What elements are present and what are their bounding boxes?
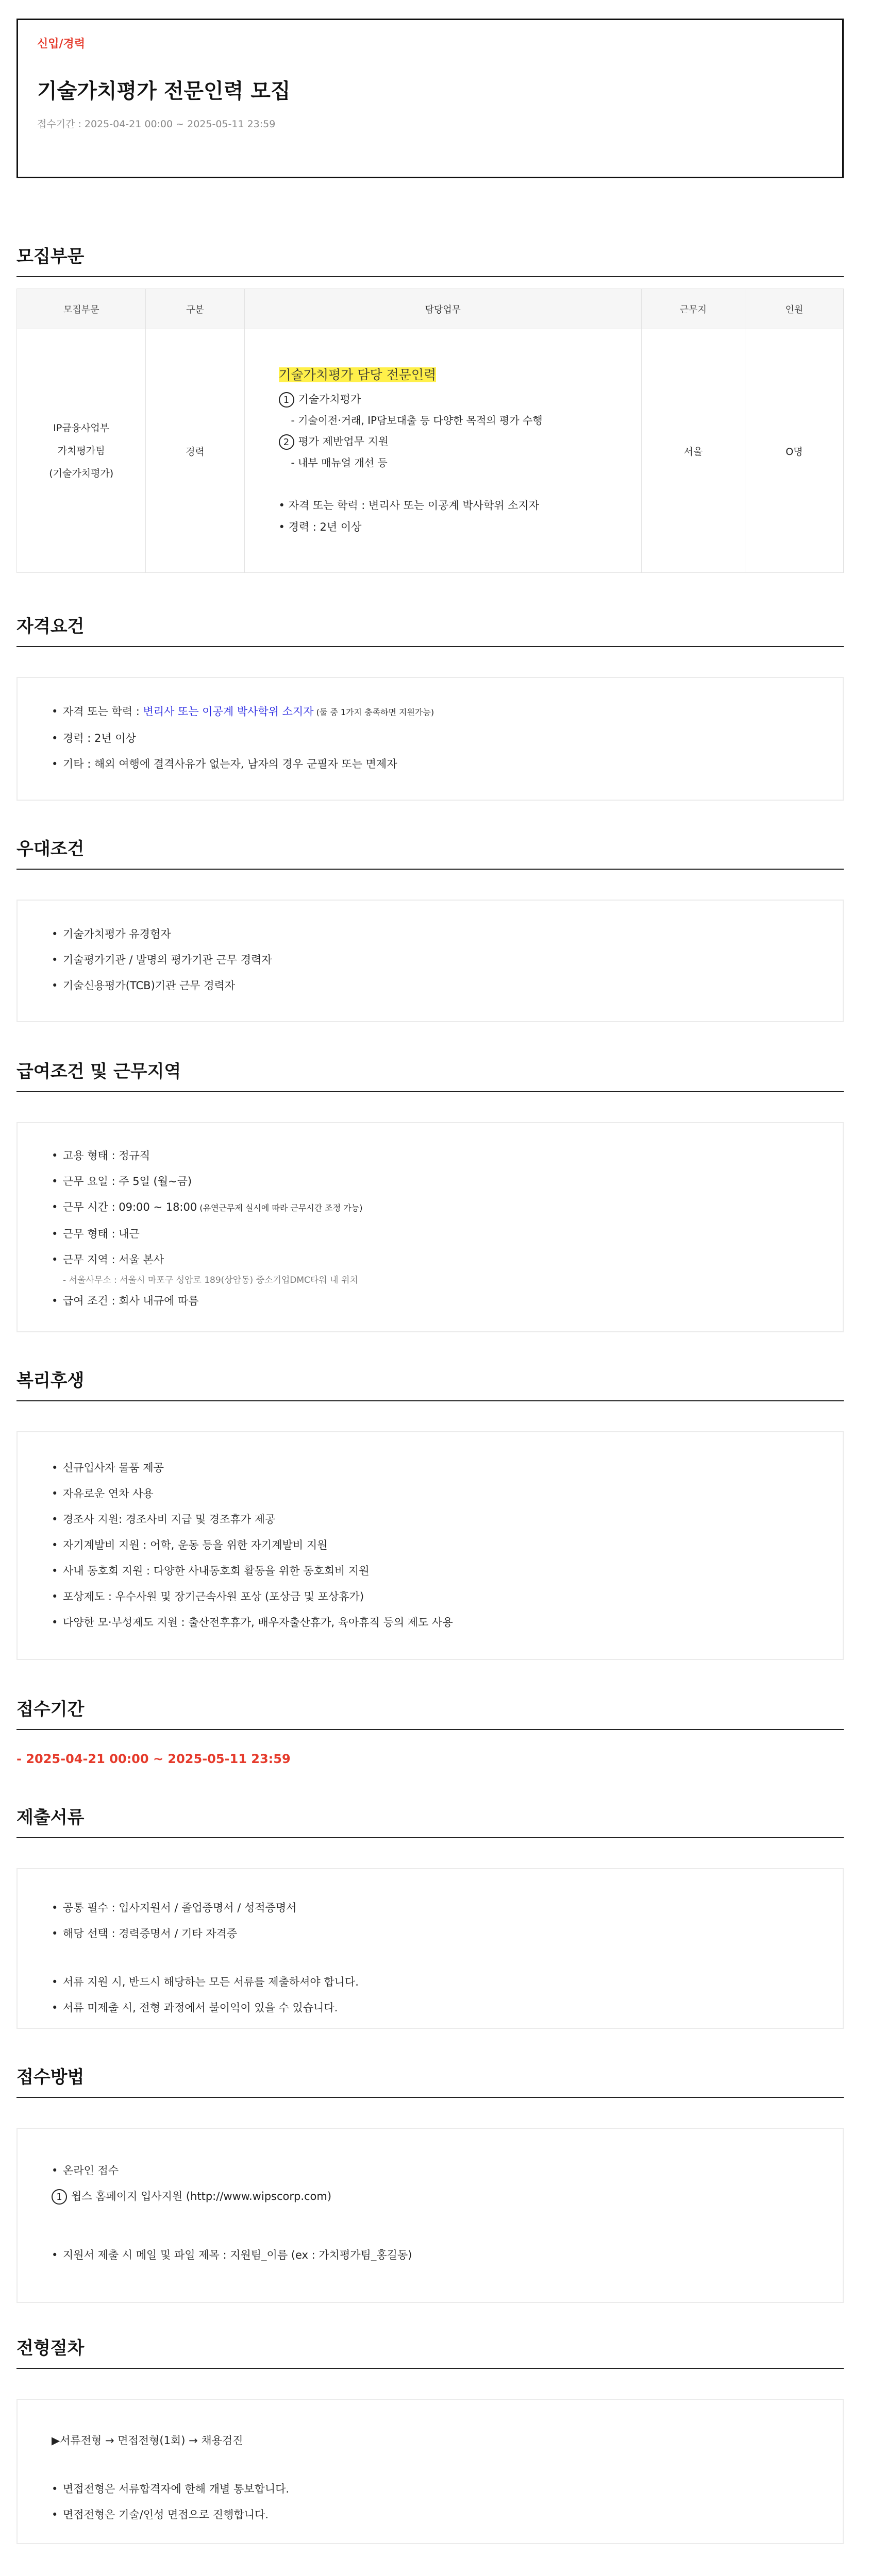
section-divider: [16, 2368, 844, 2369]
list-item: • 사내 동호회 지원 : 다양한 사내동호회 활동을 위한 동호회비 지원: [52, 1558, 843, 1584]
list-item: • 기술가치평가 유경험자: [52, 921, 843, 947]
list-item: • 경조사 지원: 경조사비 지급 및 경조휴가 제공: [52, 1506, 843, 1532]
list-item: • 근무 요일 : 주 5일 (월~금): [52, 1168, 843, 1194]
circled-number-icon: 2: [279, 434, 294, 450]
list-item: • 서류 미제출 시, 전형 과정에서 불이익이 있을 수 있습니다.: [52, 1995, 843, 2021]
job-category: 신입/경력: [37, 38, 86, 50]
section-divider: [16, 646, 844, 647]
column-header: 모집부문: [17, 289, 146, 329]
documents-box: [16, 1868, 844, 2029]
section-divider: [16, 2097, 844, 2098]
list-item: • 온라인 접수: [52, 2158, 843, 2183]
process-flow: ▶서류전형 → 면접전형(1회) → 채용검진: [52, 2434, 243, 2447]
list-item: • 근무 지역 : 서울 본사: [52, 1247, 843, 1273]
duty-requirement: 경력 : 2년 이상: [288, 520, 362, 533]
dept-line: (기술가치평가): [49, 468, 114, 479]
qualification-label: 자격 또는 학력 :: [63, 705, 143, 718]
qualification-box: [16, 677, 844, 801]
list-item: • 공통 필수 : 입사지원서 / 졸업증명서 / 성적증명서: [52, 1895, 843, 1921]
section-title-preference: 우대조건: [16, 839, 85, 859]
table-row: [17, 329, 844, 573]
method-box: [16, 2128, 844, 2303]
section-title-method: 접수방법: [16, 2067, 85, 2088]
type-cell: 경력: [146, 329, 244, 573]
process-box: [16, 2399, 844, 2544]
list-item: • 기술평가기관 / 발명의 평가기관 근무 경력자: [52, 947, 843, 973]
duty-sub-item: - 내부 매뉴얼 개선 등: [291, 456, 388, 469]
column-header: 구분: [146, 289, 244, 329]
duty-cell: 기술가치평가 담당 전문인력 1 기술가치평가 - 기술이전·거래, IP담보대출 등 다양한 목적의 평가 수행 2 평가 제반업무 지원 - 내부 매뉴얼 개선 등 • 자격 또는 학력 : 변리사 또는 이공계 박사학위 소지자 • 경력 : 2년 이상: [244, 329, 642, 573]
duty-highlight: 기술가치평가 담당 전문인력: [278, 367, 437, 382]
list-item: • 해당 선택 : 경력증명서 / 기타 자격증: [52, 1921, 843, 1946]
list-item: • 자유로운 연차 사용: [52, 1481, 843, 1506]
headcount-cell: O명: [745, 329, 843, 573]
section-title-period: 접수기간: [16, 1699, 85, 1720]
preference-box: [16, 900, 844, 1022]
qualification-note: (둘 중 1가지 충족하면 지원가능): [313, 707, 434, 717]
homepage-apply-text: 윕스 홈페이지 입사지원 (http://www.wipscorp.com): [71, 2190, 332, 2202]
section-title-salary: 급여조건 및 근무지역: [16, 1061, 181, 1082]
work-hours-note: (유연근무제 실시에 따라 근무시간 조정 가능): [197, 1203, 363, 1213]
list-item: • 고용 형태 : 정규직: [52, 1143, 843, 1168]
column-header: 인원: [745, 289, 843, 329]
office-address-note: - 서울사무소 : 서울시 마포구 성암로 189(상암동) 중소기업DMC타워 내 위치: [63, 1275, 358, 1285]
list-item: • 급여 조건 : 회사 내규에 따름: [52, 1288, 843, 1314]
list-item: • 신규입사자 물품 제공: [52, 1455, 843, 1481]
column-header: 근무지: [642, 289, 745, 329]
list-item: • 포상제도 : 우수사원 및 장기근속사원 포상 (포상금 및 포상휴가): [52, 1584, 843, 1609]
section-title-qualification: 자격요건: [16, 616, 85, 637]
section-divider: [16, 869, 844, 870]
list-item: • 면접전형은 서류합격자에 한해 개별 통보합니다.: [52, 2476, 843, 2502]
list-item: • 경력 : 2년 이상: [52, 725, 843, 751]
work-hours: 근무 시간 : 09:00 ~ 18:00: [63, 1201, 197, 1213]
list-item: • 기술신용평가(TCB)기관 근무 경력자: [52, 973, 843, 998]
section-title-welfare: 복리후생: [16, 1370, 85, 1391]
list-item: • 자기계발비 지원 : 어학, 운동 등을 위한 자기계발비 지원: [52, 1532, 843, 1558]
section-divider: [16, 1729, 844, 1730]
section-divider: [16, 276, 844, 277]
section-divider: [16, 1091, 844, 1092]
list-item: • 지원서 제출 시 메일 및 파일 제목 : 지원팀_이름 (ex : 가치평가팀_홍길동): [52, 2242, 843, 2268]
table-header-row: [17, 289, 844, 329]
dept-line: IP금융사업부: [53, 422, 110, 434]
column-header: 담당업무: [244, 289, 642, 329]
dept-line: 가치평가팀: [57, 445, 105, 456]
duty-item: 기술가치평가: [298, 393, 361, 405]
welfare-box: [16, 1431, 844, 1660]
dept-cell: [17, 329, 146, 573]
section-title-documents: 제출서류: [16, 1807, 85, 1828]
list-item: • 다양한 모·부성제도 지원 : 출산전후휴가, 배우자출산휴가, 육아휴직 등의 제도 사용: [52, 1609, 843, 1635]
list-item: [52, 1194, 843, 1221]
salary-box: [16, 1122, 844, 1332]
list-item: • 면접전형은 기술/인성 면접으로 진행합니다.: [52, 2502, 843, 2528]
duty-item: 평가 제반업무 지원: [298, 435, 389, 448]
section-divider: [16, 1837, 844, 1838]
list-item: • 서류 지원 시, 반드시 해당하는 모든 서류를 제출하셔야 합니다.: [52, 1969, 843, 1995]
duty-sub-item: - 기술이전·거래, IP담보대출 등 다양한 목적의 평가 수행: [291, 414, 543, 427]
qualification-highlight: 변리사 또는 이공계 박사학위 소지자: [143, 705, 314, 718]
section-title-process: 전형절차: [16, 2338, 85, 2359]
application-period-summary: 접수기간 : 2025-04-21 00:00 ~ 2025-05-11 23:59: [37, 118, 276, 130]
recruit-table: [16, 289, 844, 573]
application-period: - 2025-04-21 00:00 ~ 2025-05-11 23:59: [16, 1752, 291, 1766]
page-title: 기술가치평가 전문인력 모집: [37, 79, 291, 103]
circled-number-icon: 1: [279, 392, 294, 408]
list-item: • 근무 형태 : 내근: [52, 1221, 843, 1247]
circled-number-icon: 1: [52, 2189, 67, 2205]
list-item: • 기타 : 해외 여행에 결격사유가 없는자, 남자의 경우 군필자 또는 면제자: [52, 751, 843, 777]
location-cell: 서울: [642, 329, 745, 573]
section-title-recruit: 모집부문: [16, 246, 85, 267]
list-item: [52, 699, 843, 725]
duty-requirement: 자격 또는 학력 : 변리사 또는 이공계 박사학위 소지자: [288, 499, 540, 512]
section-divider: [16, 1400, 844, 1401]
